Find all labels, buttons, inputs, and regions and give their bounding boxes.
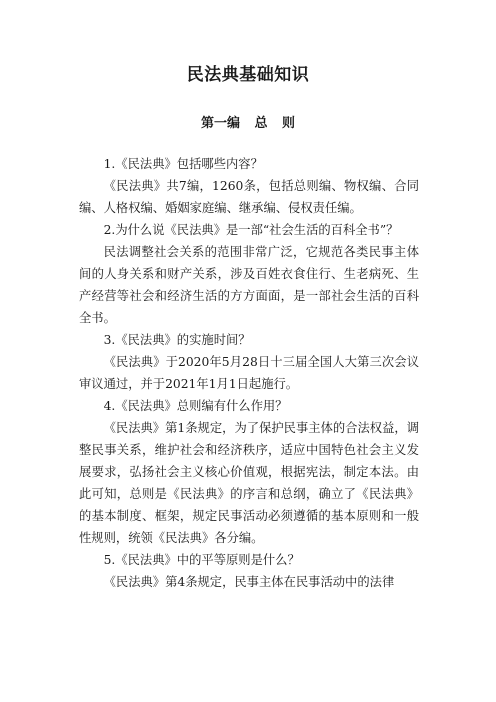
answer-5: 《民法典》第4条规定，民事主体在民事活动中的法律 [103,575,395,589]
answer-2: 民法调整社会关系的范围非常广泛，它规范各类民事主体间的人身关系和财产关系，涉及百姓衣食住行、生老病死、生产经营等社会和经济生活的方方面面，是一部社会生活的百科全书。 [79,245,419,325]
answer-4: 《民法典》第1条规定，为了保护民事主体的合法权益，调整民事关系，维护社会和经济秩序，适应中国特色社会主义发展要求，弘扬社会主义核心价值观，根据宪法，制定本法。由此可知，总则是《民法典》的序言和总纲，确立了《民法典》的基本制度、框架，规定民事活动必须遵循的基本原则和一般性规则，统领《民法典》各分编。 [79,421,419,545]
question-3: 3.《民法典》的实施时间？ [103,333,251,347]
answer-1: 《民法典》共7编，1260条，包括总则编、物权编、合同编、人格权编、婚姻家庭编、继承编、侵权责任编。 [79,179,419,215]
question-5: 5.《民法典》中的平等原则是什么？ [103,553,300,567]
section-heading: 第一编 总 则 [200,116,296,131]
question-2: 2.为什么说《民法典》是一部“社会生活的百科全书”？ [103,223,399,237]
document-body [79,153,419,593]
document-title: 民法典基础知识 [186,65,310,85]
question-1: 1.《民法典》包括哪些内容？ [103,157,263,171]
question-4: 4.《民法典》总则编有什么作用？ [103,399,288,413]
answer-3: 《民法典》于2020年5月28日十三届全国人大第三次会议审议通过，并于2021年1月1日起施行。 [79,355,419,391]
